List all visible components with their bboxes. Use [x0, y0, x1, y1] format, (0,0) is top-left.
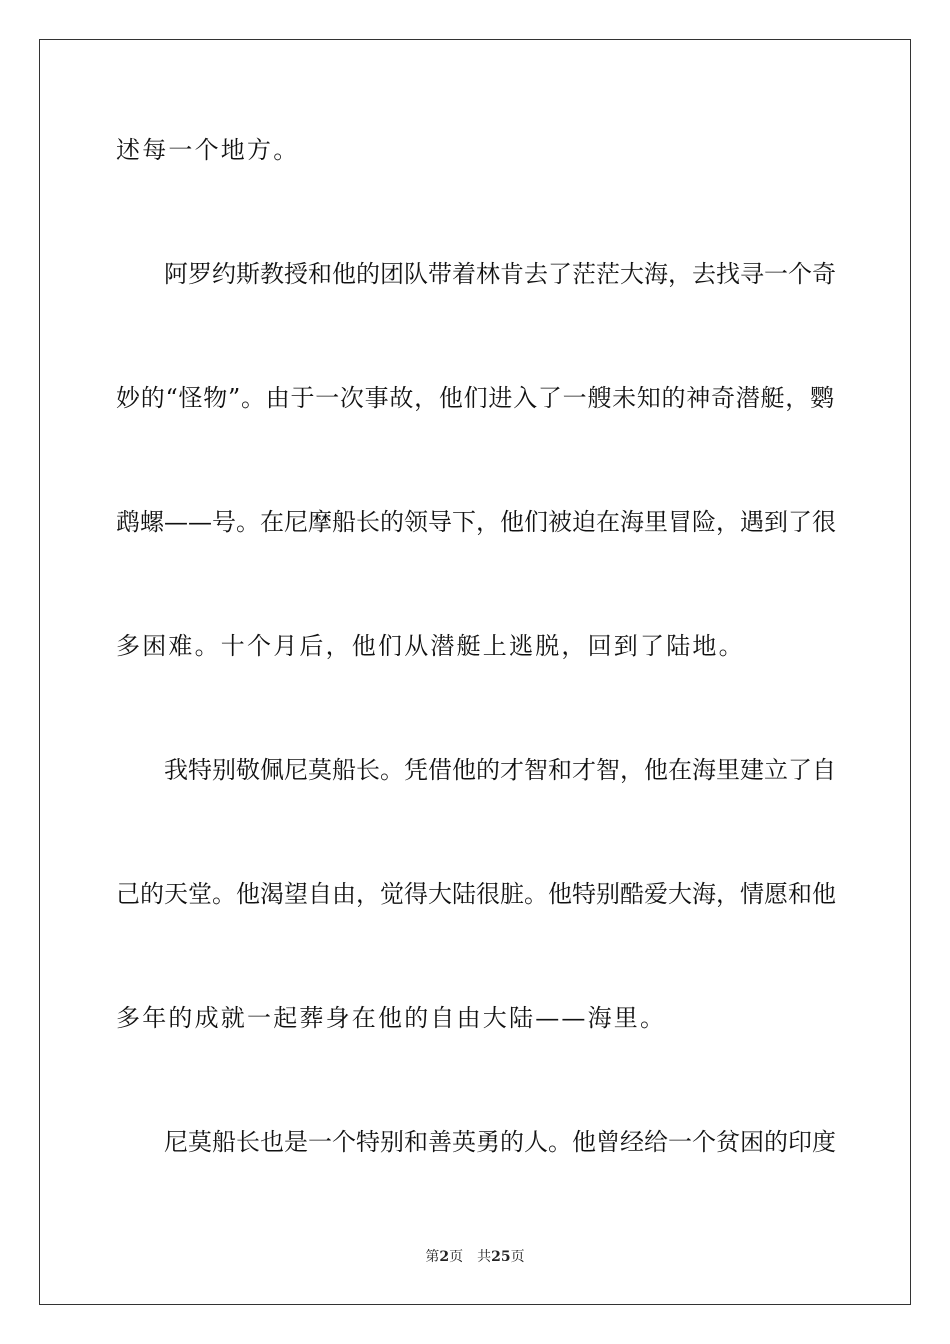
- page-prefix: 第: [425, 1249, 440, 1265]
- paragraph-line-7: 己的天堂。他渴望自由，觉得大陆很脏。他特别酷爱大海，情愿和他: [116, 880, 836, 908]
- paragraph-line-2: 阿罗约斯教授和他的团队带着林肯去了茫茫大海，去找寻一个奇: [164, 260, 836, 288]
- paragraph-line-9: 尼莫船长也是一个特别和善英勇的人。他曾经给一个贫困的印度: [164, 1128, 836, 1156]
- total-prefix: 共: [477, 1249, 492, 1265]
- total-pages: 25: [491, 1249, 511, 1265]
- page-suffix: 页: [449, 1249, 464, 1265]
- paragraph-line-5: 多困难。十个月后，他们从潜艇上逃脱，回到了陆地。: [116, 632, 745, 660]
- paragraph-line-8: 多年的成就一起葬身在他的自由大陆——海里。: [116, 1004, 667, 1032]
- total-suffix: 页: [510, 1249, 525, 1265]
- paragraph-line-6: 我特别敬佩尼莫船长。凭借他的才智和才智，他在海里建立了自: [164, 756, 836, 784]
- page-border: [39, 39, 911, 1305]
- paragraph-line-4: 鹉螺——号。在尼摩船长的领导下，他们被迫在海里冒险，遇到了很: [116, 508, 836, 536]
- page-number: 2: [439, 1249, 450, 1265]
- paragraph-line-3: 妙的“怪物”。由于一次事故，他们进入了一艘未知的神奇潜艇，鹦: [116, 384, 834, 412]
- paragraph-line-1: 述每一个地方。: [116, 136, 300, 164]
- page-footer: [0, 1247, 950, 1267]
